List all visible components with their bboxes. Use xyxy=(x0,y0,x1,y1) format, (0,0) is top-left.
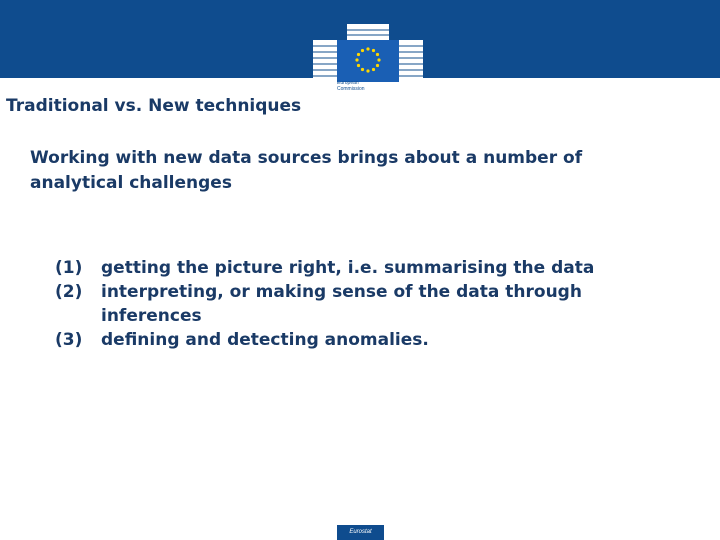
slide-title: Traditional vs. New techniques xyxy=(6,96,302,116)
list-item xyxy=(55,256,615,280)
list-item-text: interpreting, or making sense of the data through inferences xyxy=(101,282,582,326)
eu-flag-icon xyxy=(337,40,399,82)
list-item-number: (2) xyxy=(55,282,83,302)
list-item-number: (1) xyxy=(55,258,83,278)
list-item-number: (3) xyxy=(55,330,83,350)
intro-text: Working with new data sources brings about a number of analytical challenges xyxy=(30,148,583,193)
eurostat-badge: Eurostat xyxy=(337,525,384,540)
logo-caption-line1: European xyxy=(337,80,359,86)
logo-caption-line2: Commission xyxy=(337,86,365,92)
list-item-text: getting the picture right, i.e. summarising the data xyxy=(101,258,595,278)
list-item xyxy=(55,280,615,328)
logo-caption xyxy=(337,80,387,92)
list-item-text: defining and detecting anomalies. xyxy=(101,330,429,350)
list-item xyxy=(55,328,615,352)
challenge-list xyxy=(55,256,615,352)
